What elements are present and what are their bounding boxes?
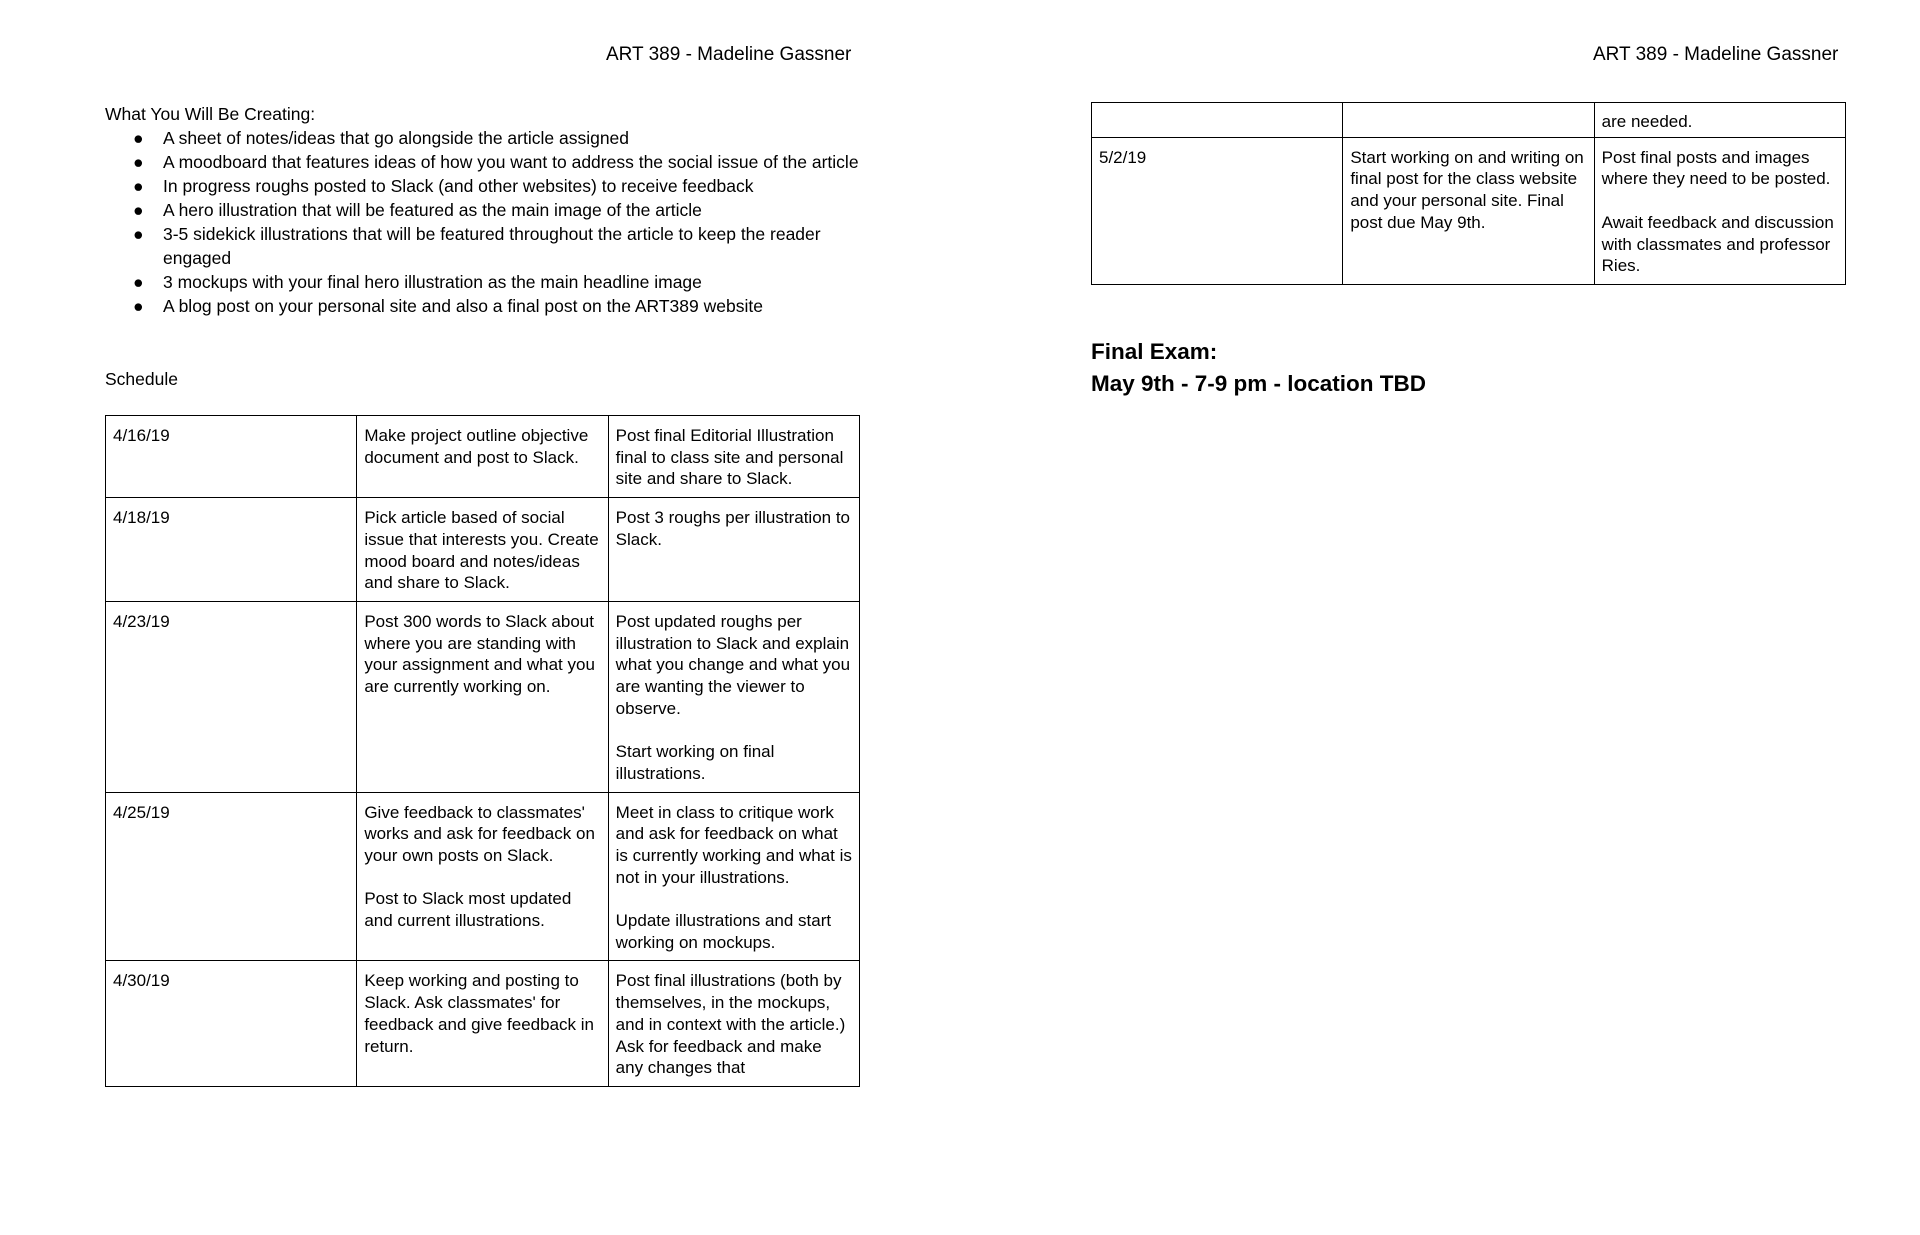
due-cell xyxy=(608,961,859,1087)
date-text: 4/18/19 xyxy=(113,508,170,528)
date-text: 4/30/19 xyxy=(113,971,170,991)
page-header: ART 389 - Madeline Gassner xyxy=(1593,44,1839,65)
due-cell xyxy=(608,416,859,498)
task-cell xyxy=(357,601,608,792)
task-cell xyxy=(357,416,608,498)
list-item xyxy=(105,222,865,270)
bullet-icon: ● xyxy=(133,296,144,316)
task-text: Make project outline objective document and post to Slack. xyxy=(364,426,589,467)
table-row xyxy=(106,498,860,602)
table-row xyxy=(106,961,860,1087)
list-item-text: A hero illustration that will be featured as the main image of the article xyxy=(163,200,702,220)
list-item-text: 3 mockups with your final hero illustration as the main headline image xyxy=(163,272,702,292)
due-cell xyxy=(608,498,859,602)
page-header: ART 389 - Madeline Gassner xyxy=(606,44,852,65)
list-item xyxy=(105,126,865,150)
date-cell xyxy=(1092,137,1343,284)
list-item-text: A sheet of notes/ideas that go alongside the article assigned xyxy=(163,128,630,148)
due-text: Post final Editorial Illustration final to class site and personal site and share to Slack. xyxy=(615,426,844,489)
bullet-icon: ● xyxy=(133,128,144,148)
creating-section xyxy=(105,102,865,318)
list-item xyxy=(105,270,865,294)
date-cell xyxy=(1092,103,1343,138)
table-row xyxy=(1092,137,1846,284)
date-cell xyxy=(106,601,357,792)
due-text: are needed. xyxy=(1601,112,1693,131)
date-text: 4/23/19 xyxy=(113,611,170,631)
schedule-table xyxy=(105,415,860,1087)
schedule-label: Schedule xyxy=(105,369,178,389)
date-cell xyxy=(106,498,357,602)
final-exam-title: Final Exam: xyxy=(1091,339,1218,364)
due-cell xyxy=(608,792,859,961)
due-text: Post final posts and images where they need to be posted. Await feedback and discussion with classmates and professor Ries. xyxy=(1601,147,1834,276)
task-text: Pick article based of social issue that interests you. Create mood board and notes/ideas and share to Slack. xyxy=(364,508,599,593)
table-row xyxy=(106,601,860,792)
task-text: Keep working and posting to Slack. Ask classmates' for feedback and give feedback in return. xyxy=(364,971,594,1056)
date-text: 4/16/19 xyxy=(113,426,170,445)
creating-list xyxy=(105,126,865,318)
table-row xyxy=(106,416,860,498)
task-cell xyxy=(357,792,608,961)
due-cell xyxy=(1594,137,1845,284)
date-text: 4/25/19 xyxy=(113,802,170,822)
list-item xyxy=(105,198,865,222)
list-item xyxy=(105,294,865,318)
due-text: Meet in class to critique work and ask for feedback on what is currently working and what is not in your illustrations. Update illustrations and start working on mockups. xyxy=(615,802,852,952)
list-item xyxy=(105,174,865,198)
table-row xyxy=(1092,103,1846,138)
page-2 xyxy=(960,0,1920,1235)
bullet-icon: ● xyxy=(133,200,144,220)
bullet-icon: ● xyxy=(133,272,144,292)
list-item-text: In progress roughs posted to Slack (and other websites) to receive feedback xyxy=(163,176,754,196)
date-cell xyxy=(106,792,357,961)
due-text: Post 3 roughs per illustration to Slack. xyxy=(615,508,851,549)
due-text: Post final illustrations (both by themselves, in the mockups, and in context with the article.) Ask for feedback and make any changes that xyxy=(615,971,846,1078)
creating-heading: What You Will Be Creating: xyxy=(105,104,316,124)
date-cell xyxy=(106,961,357,1087)
task-text: Give feedback to classmates' works and ask for feedback on your own posts on Slack. Post to Slack most updated and current illustrations. xyxy=(364,802,595,931)
schedule-table-continued xyxy=(1091,102,1846,285)
final-exam-section xyxy=(1091,336,1426,400)
due-cell xyxy=(1594,103,1845,138)
date-cell xyxy=(106,416,357,498)
task-cell xyxy=(357,961,608,1087)
due-cell xyxy=(608,601,859,792)
task-cell xyxy=(1343,137,1594,284)
table-row xyxy=(106,792,860,961)
bullet-icon: ● xyxy=(133,224,144,244)
task-text: Start working on and writing on final post for the class website and your personal site. Final post due May 9th. xyxy=(1350,147,1584,232)
final-exam-details: May 9th - 7-9 pm - location TBD xyxy=(1091,371,1427,396)
bullet-icon: ● xyxy=(133,152,144,172)
due-text: Post updated roughs per illustration to Slack and explain what you change and what you are wanting the viewer to observe. Start working on final illustrations. xyxy=(615,611,851,783)
list-item-text: 3-5 sidekick illustrations that will be featured throughout the article to keep the reader engaged xyxy=(163,224,821,268)
date-text: 5/2/19 xyxy=(1099,147,1147,167)
list-item xyxy=(105,150,865,174)
task-cell xyxy=(1343,103,1594,138)
list-item-text: A moodboard that features ideas of how you want to address the social issue of the article xyxy=(163,152,859,172)
task-cell xyxy=(357,498,608,602)
task-text: Post 300 words to Slack about where you are standing with your assignment and what you are currently working on. xyxy=(364,611,595,697)
bullet-icon: ● xyxy=(133,176,144,196)
list-item-text: A blog post on your personal site and also a final post on the ART389 website xyxy=(163,296,763,316)
